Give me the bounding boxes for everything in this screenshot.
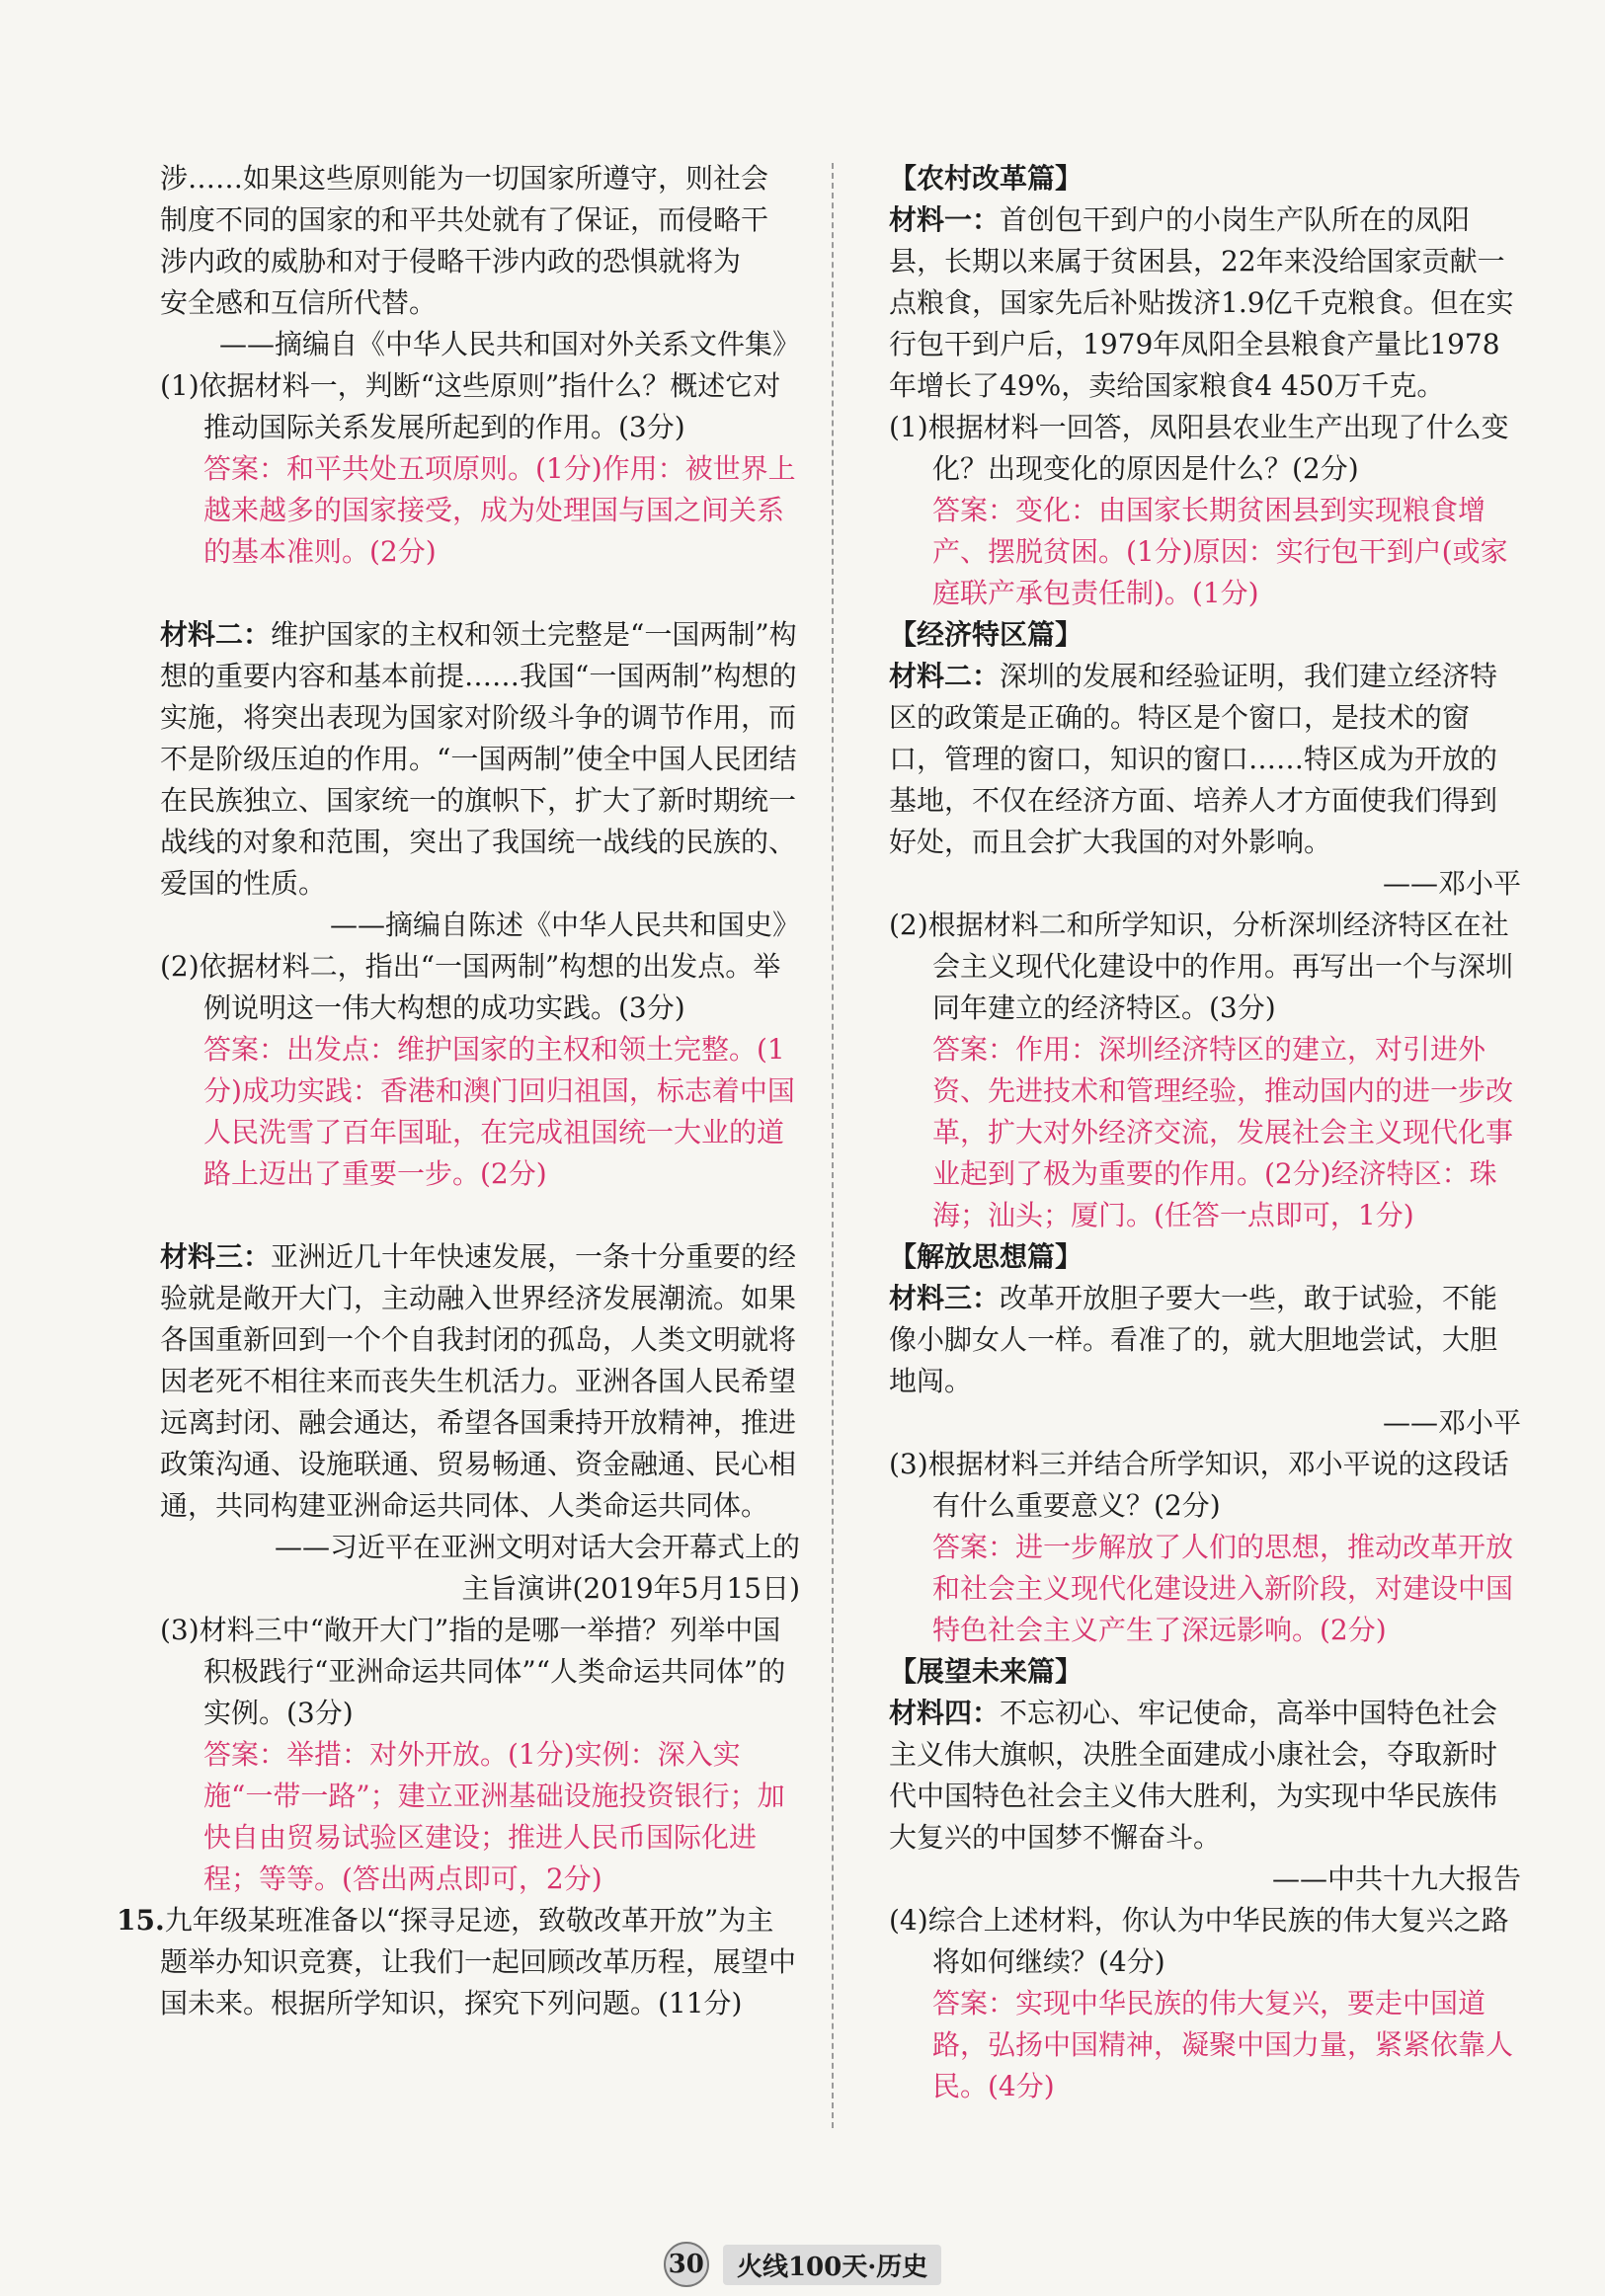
- question-15: [117, 1900, 800, 2024]
- answer-2: 答案：出发点：维护国家的主权和领土完整。(1分)成功实践：香港和澳门回归祖国，标志着中国人民洗雪了百年国耻，在完成祖国统一大业的道路上迈出了重要一步。(2分): [203, 1033, 795, 1190]
- material-3-source-line-2: 主旨演讲(2019年5月15日): [461, 1572, 800, 1605]
- material-1: [889, 199, 1521, 407]
- material-3-source-line-1: ——习近平在亚洲文明对话大会开幕式上的: [274, 1531, 800, 1563]
- question-3: (3)材料三中“敞开大门”指的是哪一举措？列举中国积极践行“亚洲命运共同体”“人类命运共同体”的实例。(3分): [160, 1614, 786, 1729]
- material-3-source: ——邓小平: [1382, 1406, 1521, 1439]
- material-3-text: 亚洲近几十年快速发展，一条十分重要的经验就是敞开大门，主动融入世界经济发展潮流。如果各国重新回到一个个自我封闭的孤岛，人类文明就将因老死不相往来而丧失生机活力。亚洲各国人民希望远离封闭、融会通达，希望各国秉持开放精神，推进政策沟通、设施联通、贸易畅通、资金融通、民心相通，共同构建亚洲命运共同体、人类命运共同体。: [160, 1240, 797, 1522]
- material-4: [889, 1693, 1521, 1859]
- answer-3: 答案：举措：对外开放。(1分)实例：深入实施“一带一路”；建立亚洲基础设施投资银行；加快自由贸易试验区建设；推进人民币国际化进程；等等。(答出两点即可，2分): [203, 1738, 785, 1895]
- material-1-text: 首创包干到户的小岗生产队所在的凤阳县，长期以来属于贫困县，22年来没给国家贡献一点粮食，国家先后补贴拨济1.9亿千克粮食。但在实行包干到户后，1979年凤阳全县粮食产量比1978年增长了49%，卖给国家粮食4 450万千克。: [889, 203, 1514, 402]
- question-2: (2)依据材料二，指出“一国两制”构想的出发点。举例说明这一伟大构想的成功实践。(3分): [160, 950, 781, 1024]
- section-heading-emancipation: 【解放思想篇】: [889, 1240, 1083, 1273]
- material-1-source: ——摘编自《中华人民共和国对外关系文件集》: [218, 328, 800, 360]
- question-15-text: 九年级某班准备以“探寻足迹，致敬改革开放”为主题举办知识竞赛，让我们一起回顾改革历程，展望中国未来。根据所学知识，探究下列问题。(11分): [160, 1904, 797, 2019]
- material-2-source: ——邓小平: [1382, 867, 1521, 900]
- question-4: (4)综合上述材料，你认为中华民族的伟大复兴之路将如何继续？(4分): [889, 1904, 1509, 1978]
- material-4-label: 材料四：: [889, 1697, 1001, 1729]
- material-2-label: 材料二：: [160, 618, 272, 651]
- right-column: [889, 158, 1521, 2107]
- material-4-text: 不忘初心、牢记使命，高举中国特色社会主义伟大旗帜，决胜全面建成小康社会，夺取新时代中国特色社会主义伟大胜利，为实现中华民族伟大复兴的中国梦不懈奋斗。: [889, 1697, 1498, 1854]
- book-title: 火线100天·历史: [723, 2245, 941, 2285]
- text-line: 制度不同的国家的和平共处就有了保证，而侵略干: [160, 203, 769, 236]
- material-2-text: 深圳的发展和经验证明，我们建立经济特区的政策是正确的。特区是个窗口，是技术的窗口，管理的窗口，知识的窗口……特区成为开放的基地，不仅在经济方面、培养人才方面使我们得到好处，而且会扩大我国的对外影响。: [889, 660, 1498, 858]
- material-3-label: 材料三：: [889, 1282, 1001, 1314]
- answer-4: 答案：实现中华民族的伟大复兴，要走中国道路，弘扬中国精神，凝聚中国力量，紧紧依靠人民。(4分): [932, 1987, 1514, 2102]
- question-3: (3)根据材料三并结合所学知识，邓小平说的这段话有什么重要意义？(2分): [889, 1448, 1509, 1522]
- left-column: [117, 158, 800, 2024]
- answer-1: 答案：变化：由国家长期贫困县到实现粮食增产、摆脱贫困。(1分)原因：实行包干到户(或家庭联产承包责任制)。(1分): [932, 494, 1508, 609]
- material-2: [889, 656, 1521, 863]
- text-line: 涉内政的威胁和对于侵略干涉内政的恐惧就将为: [160, 245, 742, 277]
- answer-3: 答案：进一步解放了人们的思想，推动改革开放和社会主义现代化建设进入新阶段，对建设中国特色社会主义产生了深远影响。(2分): [932, 1531, 1514, 1646]
- section-heading-sez: 【经济特区篇】: [889, 618, 1083, 651]
- answer-1: 答案：和平共处五项原则。(1分)作用：被世界上越来越多的国家接受，成为处理国与国之间关系的基本准则。(2分): [203, 452, 796, 568]
- question-2: (2)根据材料二和所学知识，分析深圳经济特区在社会主义现代化建设中的作用。再写出一个与深圳同年建立的经济特区。(3分): [889, 909, 1514, 1024]
- material-1-label: 材料一：: [889, 203, 1001, 236]
- material-2-source: ——摘编自陈述《中华人民共和国史》: [329, 909, 800, 941]
- answer-2: 答案：作用：深圳经济特区的建立，对引进外资、先进技术和管理经验，推动国内的进一步改革，扩大对外经济交流，发展社会主义现代化事业起到了极为重要的作用。(2分)经济特区：珠海；汕头；厦门。(任答一点即可，1分): [932, 1033, 1514, 1231]
- material-2-text: 维护国家的主权和领土完整是“一国两制”构想的重要内容和基本前提……我国“一国两制”构想的实施，将突出表现为国家对阶级斗争的调节作用，而不是阶级压迫的作用。“一国两制”使全中国人民团结在民族独立、国家统一的旗帜下，扩大了新时期统一战线的对象和范围，突出了我国统一战线的民族的、爱国的性质。: [160, 618, 797, 900]
- page-footer: [0, 2242, 1605, 2287]
- text-line: 安全感和互信所代替。: [160, 286, 438, 319]
- material-3-text: 改革开放胆子要大一些，敢于试验，不能像小脚女人一样。看准了的，就大胆地尝试，大胆地闯。: [889, 1282, 1498, 1397]
- material-1-continuation: [160, 158, 800, 324]
- question-15-number: 15.: [117, 1904, 165, 1937]
- page-number: 30: [664, 2242, 709, 2287]
- question-1: (1)依据材料一，判断“这些原则”指什么？概述它对推动国际关系发展所起到的作用。(3分): [160, 369, 781, 443]
- column-divider: [832, 163, 834, 2128]
- text-line: 涉……如果这些原则能为一切国家所遵守，则社会: [160, 162, 769, 195]
- material-3: [889, 1278, 1521, 1402]
- material-2-label: 材料二：: [889, 660, 1001, 692]
- section-heading-rural-reform: 【农村改革篇】: [889, 162, 1083, 195]
- question-1: (1)根据材料一回答，凤阳县农业生产出现了什么变化？出现变化的原因是什么？(2分): [889, 411, 1509, 485]
- material-4-source: ——中共十九大报告: [1271, 1862, 1521, 1895]
- section-heading-future: 【展望未来篇】: [889, 1655, 1083, 1688]
- material-2: [160, 614, 800, 905]
- material-3-label: 材料三：: [160, 1240, 272, 1273]
- material-3: [160, 1236, 800, 1527]
